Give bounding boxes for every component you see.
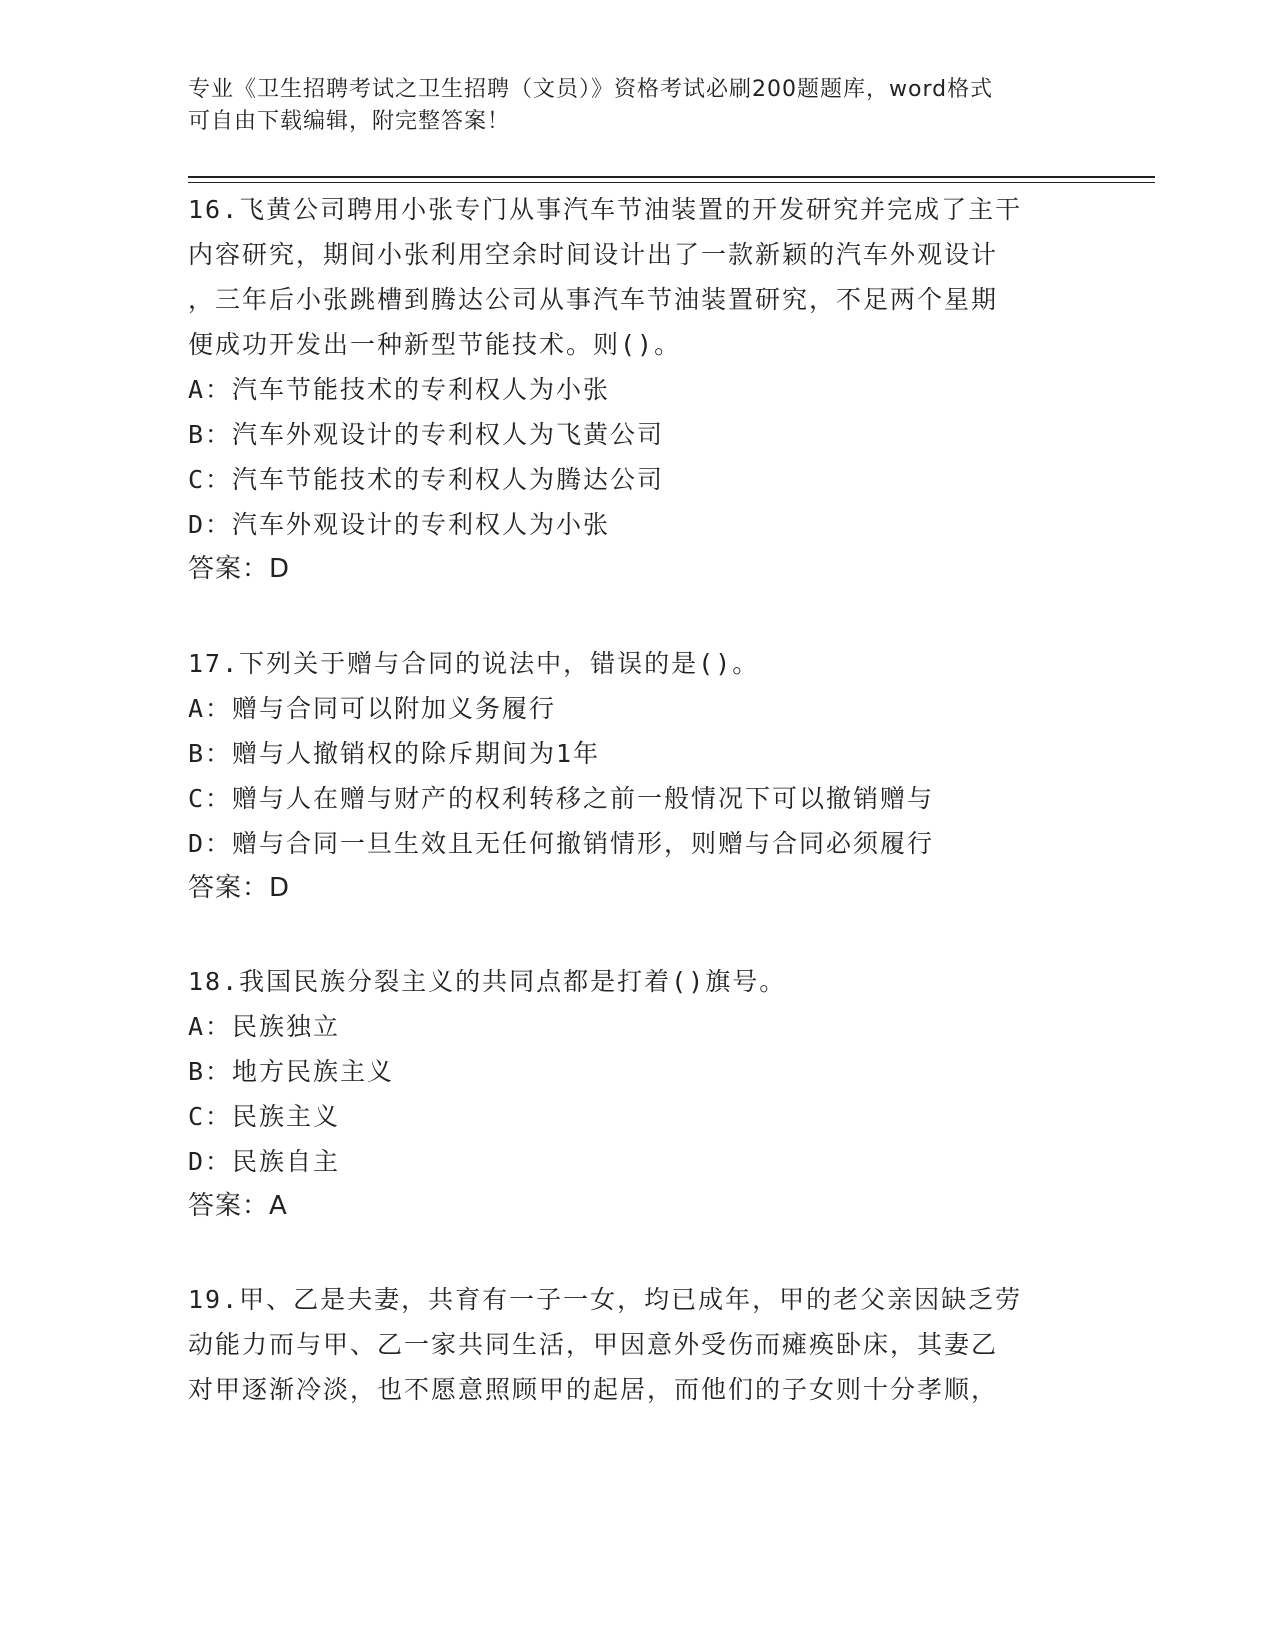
option-c: C：民族主义 bbox=[188, 1102, 341, 1131]
question-16 bbox=[188, 187, 1088, 592]
option-a: A：民族独立 bbox=[188, 1012, 341, 1041]
question-stem-line: 18.我国民族分裂主义的共同点都是打着()旗号。 bbox=[188, 967, 787, 996]
question-stem-line: 17.下列关于赠与合同的说法中，错误的是()。 bbox=[188, 649, 760, 678]
question-18 bbox=[188, 959, 1088, 1229]
option-c: C：汽车节能技术的专利权人为腾达公司 bbox=[188, 465, 665, 494]
header-title-line-2: 可自由下载编辑，附完整答案！ bbox=[188, 109, 511, 134]
header-divider-thick bbox=[188, 176, 1155, 178]
question-17 bbox=[188, 641, 1088, 911]
option-a: A：赠与合同可以附加义务履行 bbox=[188, 694, 557, 723]
option-d: D：赠与合同一旦生效且无任何撤销情形，则赠与合同必须履行 bbox=[188, 829, 935, 858]
question-19 bbox=[188, 1277, 1088, 1412]
question-stem-line: 对甲逐渐冷淡，也不愿意照顾甲的起居，而他们的子女则十分孝顺， bbox=[188, 1375, 999, 1404]
option-b: B：地方民族主义 bbox=[188, 1057, 395, 1086]
option-b: B：赠与人撤销权的除斥期间为1年 bbox=[188, 739, 601, 768]
question-stem-line: ，三年后小张跳槽到腾达公司从事汽车节油装置研究，不足两个星期 bbox=[188, 285, 999, 314]
answer-line: 答案：D bbox=[188, 873, 291, 903]
document-header bbox=[188, 74, 1088, 138]
option-a: A：汽车节能技术的专利权人为小张 bbox=[188, 375, 611, 404]
header-divider-thin bbox=[188, 182, 1155, 183]
option-d: D：汽车外观设计的专利权人为小张 bbox=[188, 510, 611, 539]
question-stem-line: 16.飞黄公司聘用小张专门从事汽车节油装置的开发研究并完成了主干 bbox=[188, 195, 1023, 224]
answer-line: 答案：A bbox=[188, 1191, 288, 1221]
header-title-line-1: 专业《卫生招聘考试之卫生招聘（文员）》资格考试必刷200题题库，word格式 bbox=[188, 77, 994, 102]
option-c: C：赠与人在赠与财产的权利转移之前一般情况下可以撤销赠与 bbox=[188, 784, 935, 813]
question-stem-line: 19.甲、乙是夫妻，共育有一子一女，均已成年，甲的老父亲因缺乏劳 bbox=[188, 1285, 1023, 1314]
question-stem-line: 动能力而与甲、乙一家共同生活，甲因意外受伤而瘫痪卧床，其妻乙 bbox=[188, 1330, 999, 1359]
question-stem-line: 便成功开发出一种新型节能技术。则()。 bbox=[188, 330, 682, 359]
answer-line: 答案：D bbox=[188, 554, 291, 584]
option-b: B：汽车外观设计的专利权人为飞黄公司 bbox=[188, 420, 665, 449]
question-stem-line: 内容研究，期间小张利用空余时间设计出了一款新颖的汽车外观设计 bbox=[188, 240, 999, 269]
option-d: D：民族自主 bbox=[188, 1147, 341, 1176]
